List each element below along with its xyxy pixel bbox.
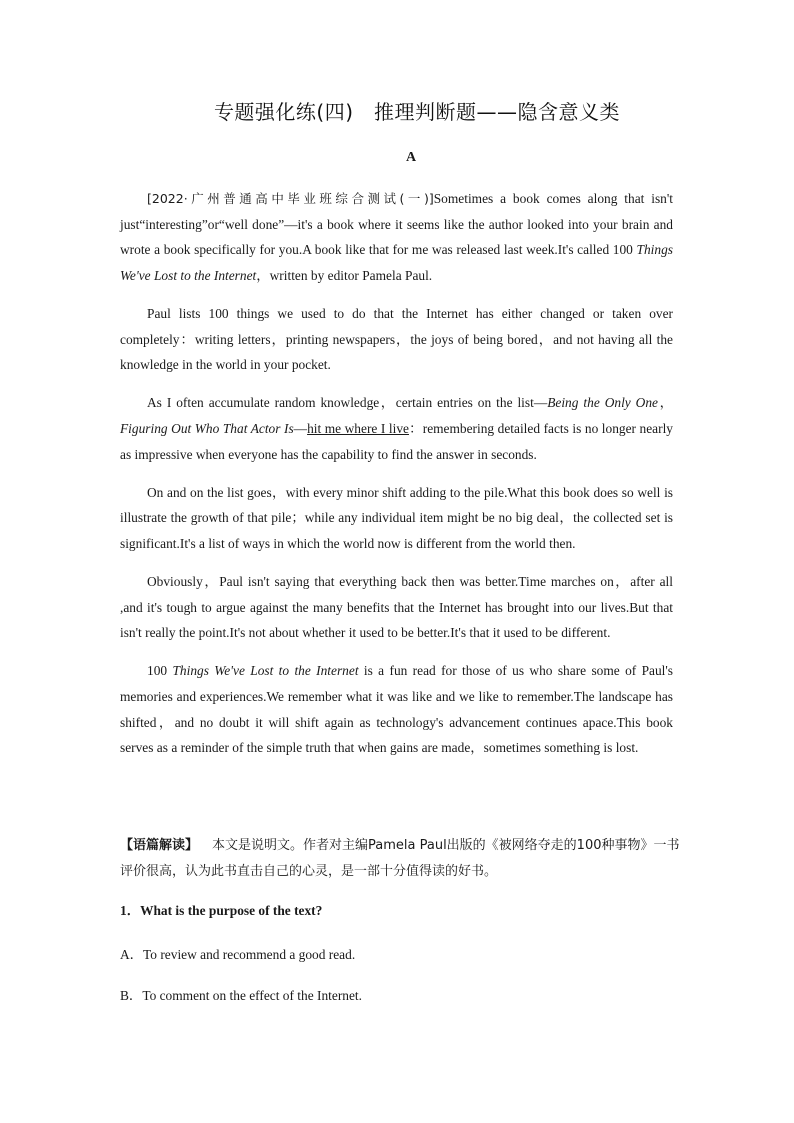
book-title: Things We've Lost to the Internet (120, 242, 673, 283)
paragraph-2: Paul lists 100 things we used to do that the Internet has either changed or taken over completely：writing letters，printing newspapers，the joys of being bored，and not having all the knowledge in the world in your pocket. (120, 305, 673, 373)
entry-dash: — (293, 420, 308, 436)
option-a: A．To review and recommend a good read. (120, 947, 356, 962)
analysis-tag: 【语篇解读】 (120, 838, 199, 853)
entry-separator: ， (658, 395, 673, 411)
paragraph-5: Obviously，Paul isn't saying that everything back then was better.Time marches on，after all ,and it's tough to argue against the many benefits that the Internet has brought into our lives.But that isn't really the point.It's not about whether it used to be better.It's that it used to be different. (120, 574, 673, 641)
source-citation: [2022·广州普通高中毕业班综合测试(一)] (147, 191, 434, 206)
underlined-phrase: hit me where I live (307, 420, 409, 436)
paragraph-3-text-a: As I often accumulate random knowledge，certain entries on the list— (147, 395, 548, 411)
book-title: Things We've Lost to the Internet (172, 663, 359, 679)
paragraph-1 (120, 186, 673, 288)
paragraph-4: On and on the list goes，with every minor shift adding to the pile.What this book does so well is illustrate the growth of that pile；while any individual item might be no big deal，the collected set is significant.It's a list of ways in which the world now is different from the world then. (120, 484, 673, 551)
analysis-text: 本文是说明文。作者对主编Pamela Paul出版的《被网络夺走的100种事物》一书评价很高，认为此书直击自己的心灵，是一部十分值得读的好书。 (120, 838, 680, 879)
passage-analysis (120, 833, 690, 885)
question-1: 1．What is the purpose of the text? (120, 903, 323, 918)
paragraph-6-num: 100 (147, 663, 173, 679)
paragraph-3 (120, 390, 673, 467)
passage (120, 186, 673, 773)
section-letter: A (405, 150, 417, 165)
option-b: B．To comment on the effect of the Internet. (120, 988, 362, 1003)
paragraph-6-text: is a fun read for those of us who share some of Paul's memories and experiences.We remember what it was like and we like to remember.The landscape has shifted，and no doubt it will shift again as technology's advancement continues apace.This book serves as a reminder of the simple truth that when gains are made，sometimes something is lost. (120, 663, 674, 756)
list-entry-1: Being the Only One (547, 395, 658, 411)
paragraph-6 (120, 658, 673, 760)
paragraph-3-text-b: ：remembering detailed facts is no longer nearly as impressive when everyone has the capability to find the answer in seconds. (120, 420, 674, 462)
page-title: 专题强化练(四) 推理判断题——隐含意义类 (213, 100, 621, 124)
paragraph-1-text-a: Sometimes a book comes along that isn't just“interesting”or“well done”—it's a book where it seems like the author looked into your brain and wrote a book specifically for you.A book like that for me was released last week.It's called 100 (120, 191, 673, 258)
list-entry-2: Figuring Out Who That Actor Is (120, 420, 294, 436)
paragraph-1-text-b: ，written by editor Pamela Paul. (256, 267, 433, 283)
